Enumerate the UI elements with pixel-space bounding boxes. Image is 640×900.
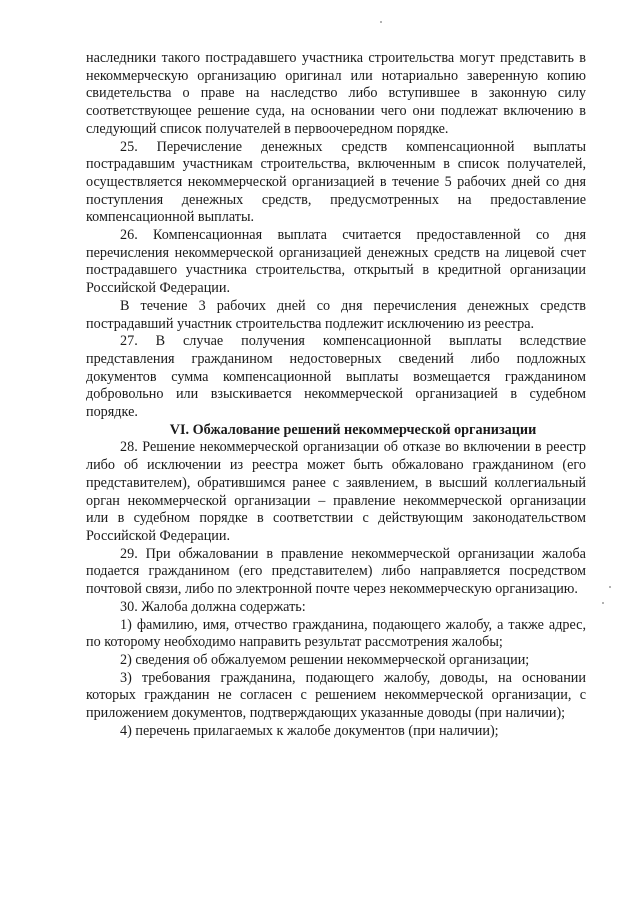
paragraph-26: 26. Компенсационная выплата считается предоставленной со дня перечисления некоммерческой организацией денежных средств на лицевой счет пострадавшего участника строительства, открытый в кредитной организации Российской Федерации. bbox=[86, 227, 586, 297]
paragraph-28: 28. Решение некоммерческой организации об отказе во включении в реестр либо об исключении из реестра может быть обжаловано гражданином (его представителем), обратившимся ранее с заявлением, в высший коллегиальный орган некоммерческой организации – правление некоммерческой организации или в судебном порядке в соответствии с действующим законодательством Российской Федерации. bbox=[86, 439, 586, 544]
section-heading: VI. Обжалование решений некоммерческой организации bbox=[169, 421, 537, 438]
paragraph-26-note: В течение 3 рабочих дней со дня перечисления денежных средств пострадавший участник строительства подлежит исключению из реестра. bbox=[86, 297, 586, 332]
paragraph-30: 30. Жалоба должна содержать: bbox=[120, 598, 306, 615]
list-item-4: 4) перечень прилагаемых к жалобе документов (при наличии); bbox=[120, 722, 499, 739]
paragraph-continuation: наследники такого пострадавшего участника строительства могут представить в некоммерческую организацию оригинал или нотариально заверенную копию свидетельства о праве на наследство либо вступившее в законную силу соответствующее решение суда, на основании чего они подлежат включению в следующий список получателей в первоочередном порядке. bbox=[86, 50, 586, 137]
paragraph-27: 27. В случае получения компенсационной выплаты вследствие представления гражданином недостоверных сведений либо подложных документов сумма компенсационной выплаты возмещается гражданином добровольно или взыскивается некоммерческой организацией в судебном порядке. bbox=[86, 333, 586, 421]
document-body bbox=[86, 50, 586, 740]
list-item-1: 1) фамилию, имя, отчество гражданина, подающего жалобу, а также адрес, по которому необходимо направить результат рассмотрения жалобы; bbox=[86, 616, 586, 651]
paragraph-29: 29. При обжаловании в правление некоммерческой организации жалоба подается гражданином (его представителем) либо направляется посредством почтовой связи, либо по электронной почте через некоммерческую организацию. bbox=[86, 545, 586, 598]
list-item-2: 2) сведения об обжалуемом решении некоммерческой организации; bbox=[120, 651, 530, 668]
list-item-3: 3) требования гражданина, подающего жалобу, доводы, на основании которых гражданин не согласен с решением некоммерческой организации, с приложением документов, подтверждающих указанные доводы (при наличии); bbox=[86, 669, 586, 722]
scan-speck bbox=[602, 602, 604, 604]
scan-speck bbox=[380, 21, 382, 23]
scan-speck bbox=[609, 586, 611, 588]
paragraph-25: 25. Перечисление денежных средств компенсационной выплаты пострадавшим участникам строительства, включенным в список получателей, осуществляется некоммерческой организацией в течение 5 рабочих дней со дня поступления денежных средств, предусмотренных на предоставление компенсационной выплаты. bbox=[86, 138, 586, 226]
